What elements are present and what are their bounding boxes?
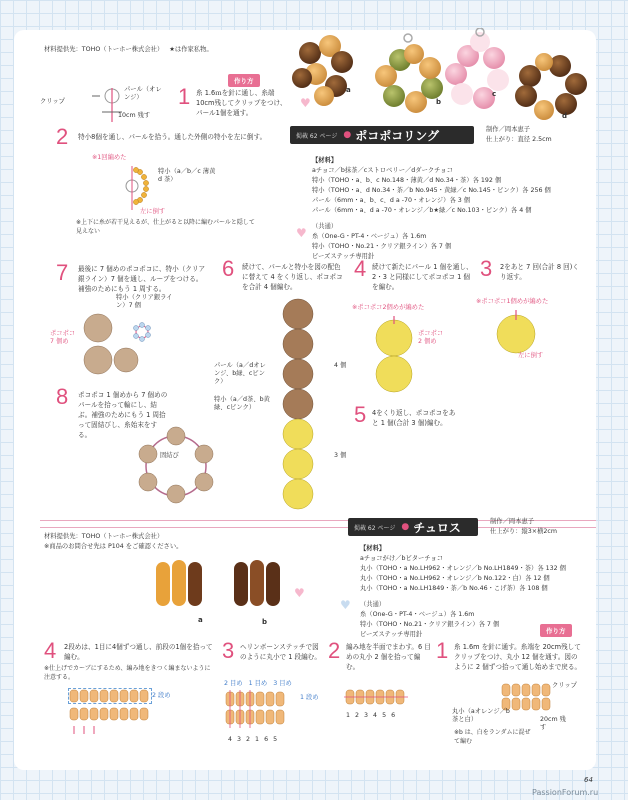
material-line: 特小（TOHO・a、b、c No.148・薄黄／d No.34・茶）各 192 個 <box>312 177 502 184</box>
bstep1-note: ※b は、白をランダムに混ぜて編む <box>454 729 531 745</box>
common-line: 糸（One-G・PT-4・ベージュ）各 1.6m <box>312 233 427 240</box>
ring-title-dot: ● <box>343 130 352 140</box>
bstep1-left: 20cm 残す <box>540 716 566 731</box>
bstep2-text: 編み地を半面でまわす。6 目めの丸小 2 個を拾って編む。 <box>346 643 431 671</box>
churros-author: 制作／岡本恵子 <box>490 518 535 525</box>
bstep2-n: 1 <box>346 712 351 719</box>
bstep3-n: 1 <box>255 736 260 743</box>
step8-knot: 固結び <box>160 452 179 459</box>
step3-text: 2をあと 7 回(合計 8 回)くり返す。 <box>500 263 579 281</box>
churros-b-photo <box>234 560 280 606</box>
howto-tag-bottom: 作り方 <box>540 624 572 637</box>
step6-beads: 特小（a／d茶、b黄緑、cピンク） <box>214 396 270 411</box>
bstep3-r1: 1 目め <box>248 680 268 687</box>
step4-text: 続けて新たにパール 1 個を通し、2・3 と同様にしてポコポコ 1 個を編む。 <box>372 263 473 291</box>
step4-number: 4 <box>354 256 367 281</box>
bstep2-n: 4 <box>373 712 378 719</box>
step7-pokopoko: ポコポコ 7 個め <box>50 330 76 345</box>
material-line: 特小（TOHO・a、d No.34・茶／b No.945・黄緑／c No.145・ピンク）各 256 個 <box>312 187 551 194</box>
bstep4-row: 2 段め <box>152 692 171 699</box>
ring-photos <box>290 28 590 122</box>
bstep4-note: ※仕上げでカーブにするため、編み地をきつく編まないように注意する。 <box>44 665 211 681</box>
step1-number: 1 <box>178 84 191 109</box>
bstep2-n: 3 <box>364 712 369 719</box>
step4-pokopoko: ポコポコ 2 個め <box>418 330 444 345</box>
top-supplier <box>44 44 213 53</box>
bstep1-number: 1 <box>436 638 449 663</box>
common-line: 糸（One-G・PT-4・ベージュ）各 1.6m <box>360 611 475 618</box>
step3-label: ※ポコポコ1個めが編めた <box>476 298 549 305</box>
common-line: 特小（TOHO・No.21・クリア銀ライン）各 7 個 <box>312 243 452 250</box>
bstep2-n: 2 <box>355 712 360 719</box>
step6-pearl: パール（a／dオレンジ、b緑、cピンク） <box>214 362 266 385</box>
common-line: ビーズステッチ専用針 <box>312 253 375 260</box>
churros-title: チュロス <box>413 520 461 535</box>
bstep2-numbers <box>346 712 395 719</box>
ring-c-photo <box>445 28 509 109</box>
step2-beads: 特小（a／b／c 薄黄 d 茶） <box>158 168 216 183</box>
step6-count-4: 4 個 <box>334 362 347 369</box>
step1-text: 糸 1.6ｍを針に通し、糸端 10cm残してクリップをつけ、パール1個を通す。 <box>196 89 287 117</box>
supplier-note: ※商品のお問合せ先は P104 をご確認ください。 <box>44 543 183 550</box>
bstep3-numbers <box>228 736 277 743</box>
material-line: 丸小（TOHO・a No.LH962・オレンジ／b No.122・白）各 12 個 <box>360 575 550 582</box>
material-line: aチョコ／b抹茶／cストロベリー／dダークチョコ <box>312 167 453 174</box>
bstep2-number: 2 <box>328 638 341 663</box>
heart-icon: ♥ <box>296 226 307 240</box>
step4-label: ※ポコポコ2個めが編めた <box>352 304 425 311</box>
step3-fold: 左に倒す <box>518 352 544 359</box>
step6-count-3: 3 個 <box>334 452 347 459</box>
bstep3-n: 6 <box>264 736 269 743</box>
churros-b-label: b <box>262 618 268 626</box>
bstep4-text: 2段めは、1目に4個ずつ通し、前段の1個を拾って編む。 <box>64 643 213 661</box>
step2-diagram <box>118 164 158 212</box>
churros-title-ref: 掲載 62 ページ <box>354 524 396 532</box>
ring-title-bar <box>290 126 474 144</box>
ring-b-label: b <box>436 98 442 106</box>
supplier-text: 材料提供先：TOHO（トーホー株式会社） <box>44 46 164 53</box>
materials-head: 【材料】 <box>360 545 386 552</box>
bstep3-row: 1 段め <box>300 694 319 701</box>
bstep3-diagram <box>224 690 296 730</box>
step6-number: 6 <box>222 256 235 281</box>
churros-title-bar <box>348 518 478 536</box>
step3-diagram <box>494 310 538 358</box>
bstep1-clip: クリップ <box>552 682 577 689</box>
bstep3-text: ヘリンボーンステッチで図のように丸小で 1 段編む。 <box>240 643 321 661</box>
step8-number: 8 <box>56 384 69 409</box>
step2-text: 特小8個を通し、パールを拾う。通した外側の特小を左に倒す。 <box>78 133 267 141</box>
howto-tag-top: 作り方 <box>228 74 260 87</box>
materials-head: 【材料】 <box>312 157 338 164</box>
bstep3-number: 3 <box>222 638 235 663</box>
page-number: 64 <box>584 776 593 784</box>
common-head: （共通） <box>312 223 338 230</box>
churros-photos <box>150 554 290 616</box>
bstep2-diagram <box>344 686 410 710</box>
step2-note: ※上下に糸が若干見えるが、仕上がると以降に編むパールと隠して見えない <box>76 219 255 235</box>
bstep1-bead: 丸小（aオレンジ／b茶と白） <box>452 708 510 723</box>
bstep3-n: 4 <box>228 736 233 743</box>
step4-diagram <box>372 316 416 396</box>
churros-size: 仕上がり：縦3×横2cm <box>490 528 557 535</box>
bstep3-n: 2 <box>246 736 251 743</box>
ring-title: ポコポコリング <box>355 128 439 143</box>
supplier-text: 材料提供先：TOHO（トーホー株式会社） <box>44 533 164 540</box>
step7-diagram <box>76 308 156 380</box>
ring-size: 仕上がり：直径 2.5cm <box>486 136 552 143</box>
step6-diagram <box>270 298 326 518</box>
material-line: パール（6mm・a、d a -70・オレンジ／b★緑／c No.103・ピンク）各 4 個 <box>312 207 532 214</box>
step7-number: 7 <box>56 260 69 285</box>
bstep3-rowlabels <box>224 678 292 687</box>
ring-c-label: c <box>492 90 497 98</box>
bstep3-r3: 3 目め <box>273 680 292 687</box>
step7-beads: 特小（クリア銀ライン）7 個 <box>116 294 173 309</box>
heart-icon: ♥ <box>340 598 351 612</box>
common-head: （共通） <box>360 601 386 608</box>
material-line: パール（6mm・a、b、c、d a -70・オレンジ）各 3 個 <box>312 197 471 204</box>
step1-pearl: パール（オレンジ） <box>124 86 162 101</box>
ring-d-label: d <box>562 112 568 120</box>
step7-text: 最後に 7 個めのポコポコに、特小（クリア銀ライン）7 個を通し、ループをつける。補強のためにもう 1 周する。 <box>78 265 206 293</box>
material-line: 丸小（TOHO・a No.LH962・オレンジ／b No.LH1849・茶）各 132 個 <box>360 565 566 572</box>
ring-title-ref: 掲載 62 ページ <box>296 132 338 140</box>
bstep1-text: 糸 1.6m を針に通す。糸端を 20cm残してクリップをつけ、丸小 12 個を通す。図のように 2 個ずつ拾って通し始めまで戻る。 <box>454 643 582 671</box>
bstep3-r2: 2 目め <box>224 680 243 687</box>
bottom-supplier <box>44 532 182 552</box>
step8-diagram <box>130 424 220 504</box>
step3-number: 3 <box>480 256 493 281</box>
site-watermark: PassionForum.ru <box>532 788 599 797</box>
ring-d-photo <box>515 53 587 120</box>
step5-number: 5 <box>354 402 367 427</box>
bstep2-n: 6 <box>391 712 396 719</box>
heart-icon: ♥ <box>294 586 305 600</box>
churros-a-label: a <box>198 616 203 624</box>
bstep3-n: 5 <box>273 736 278 743</box>
step2-number: 2 <box>56 124 69 149</box>
churros-title-dot: ● <box>401 522 410 532</box>
bstep4-row-box <box>68 688 152 704</box>
supplier-note: ★は作家私物。 <box>169 46 213 53</box>
churros-a-photo <box>156 560 202 606</box>
heart-icon: ♥ <box>300 96 311 110</box>
material-line: aチョコがけ／bビターチョコ <box>360 555 444 562</box>
step2-fold: 左に倒す <box>140 208 166 215</box>
material-line: 丸小（TOHO・a No.LH1849・茶／b No.46・こげ茶）各 108 個 <box>360 585 548 592</box>
step8-text: ポコポコ 1 個めから 7 個めのパールを拾って輪にし、結ぶ。補強のためにもう 1 周拾って固結びし、糸始末をする。 <box>78 391 168 439</box>
step1-clip: クリップ <box>40 98 65 105</box>
ring-a-label: a <box>346 86 351 94</box>
ring-materials <box>312 156 602 262</box>
step5-text: 4をくり返し、ポコポコをあと 1 個(合計 3 個)編む。 <box>372 409 456 427</box>
bstep2-n: 5 <box>382 712 387 719</box>
step2-label: ※1回編めた <box>92 154 127 161</box>
common-line: ビーズステッチ専用針 <box>360 631 423 638</box>
bstep4-number: 4 <box>44 638 57 663</box>
bstep3-n: 3 <box>237 736 242 743</box>
step1-left: 10cm 残す <box>118 112 151 119</box>
ring-b-photo <box>375 34 443 113</box>
ring-author: 制作／岡本恵子 <box>486 126 531 133</box>
common-line: 特小（TOHO・No.21・クリア銀ライン）各 7 個 <box>360 621 500 628</box>
step6-text: 続けて、パールと特小を図の配色に替えて 4 をくり返し、ポコポコを合計 4 個編む。 <box>242 263 343 291</box>
